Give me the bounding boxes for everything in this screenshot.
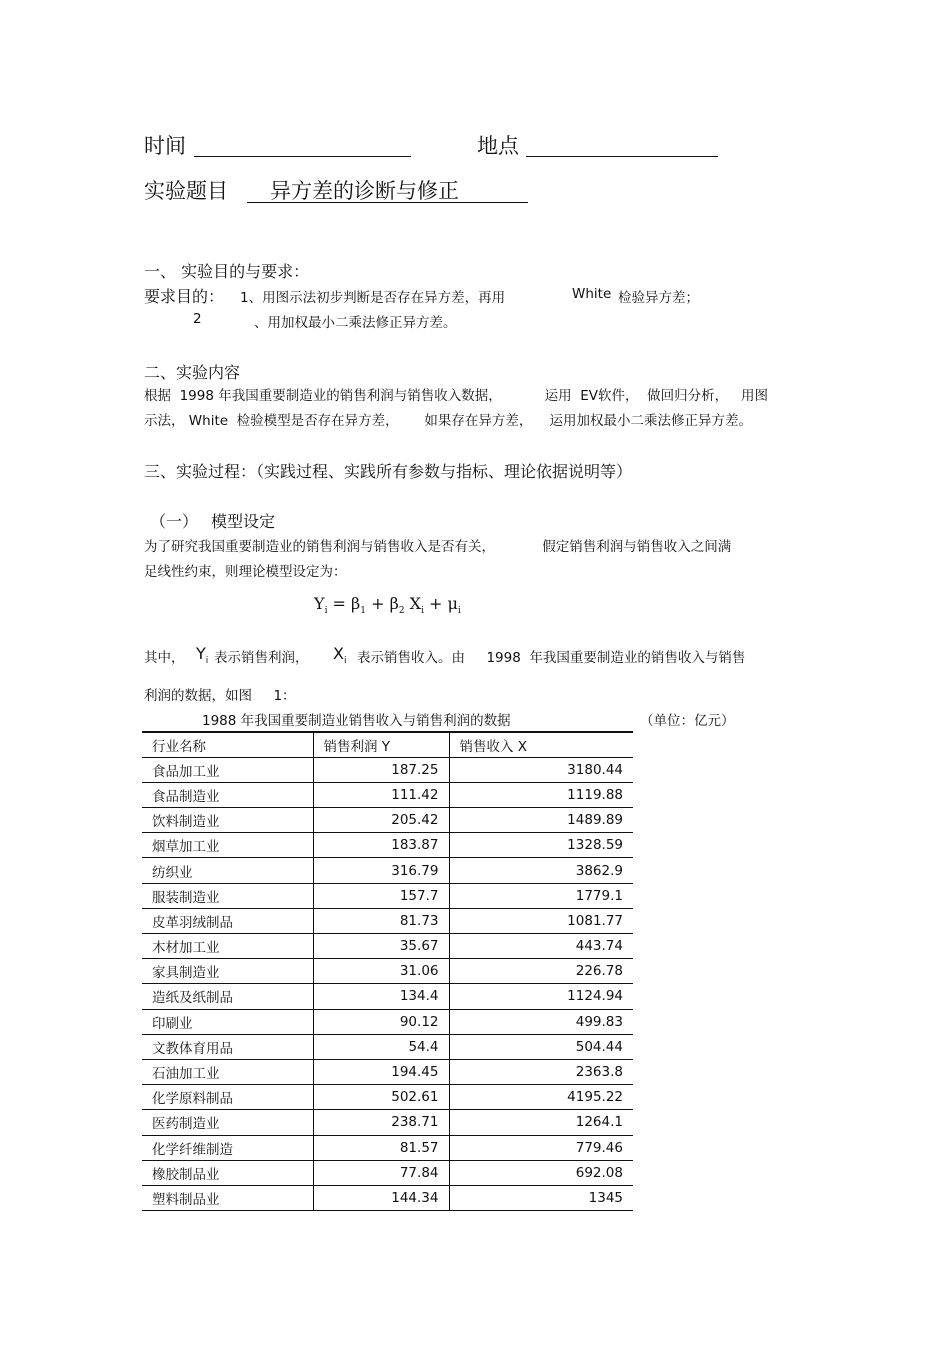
cell-industry: 石油加工业	[142, 1059, 313, 1084]
topic-underline	[247, 202, 528, 203]
requirement-item-2-number: 2	[193, 311, 202, 327]
table-row	[142, 1160, 633, 1185]
cell-revenue: 4195.22	[449, 1085, 633, 1110]
table-row	[142, 833, 633, 858]
requirement-item-1-white: White	[572, 286, 612, 302]
table-row	[142, 1034, 633, 1059]
section1-heading: 一、 实验目的与要求：	[144, 262, 310, 281]
section3-heading: 三、实验过程：（实践过程、实践所有参数与指标、理论依据说明等）	[144, 462, 633, 481]
cell-profit: 183.87	[313, 833, 449, 858]
cell-profit: 31.06	[313, 959, 449, 984]
table-row	[142, 959, 633, 984]
cell-profit: 35.67	[313, 934, 449, 959]
cell-profit: 205.42	[313, 808, 449, 833]
cell-revenue: 443.74	[449, 934, 633, 959]
table-row	[142, 1085, 633, 1110]
cell-profit: 238.71	[313, 1110, 449, 1135]
cell-industry: 印刷业	[142, 1009, 313, 1034]
cell-profit: 194.45	[313, 1059, 449, 1084]
table-row	[142, 782, 633, 807]
table-row	[142, 1059, 633, 1084]
cell-revenue: 1119.88	[449, 782, 633, 807]
cell-revenue: 779.46	[449, 1135, 633, 1160]
where-start: 其中，	[144, 650, 185, 666]
time-label: 时间	[144, 134, 186, 158]
cell-profit: 134.4	[313, 984, 449, 1009]
cell-revenue: 1124.94	[449, 984, 633, 1009]
cell-revenue: 3862.9	[449, 858, 633, 883]
table-row	[142, 883, 633, 908]
column-header-industry: 行业名称	[142, 732, 313, 757]
cell-profit: 81.57	[313, 1135, 449, 1160]
cell-profit: 81.73	[313, 908, 449, 933]
cell-revenue: 499.83	[449, 1009, 633, 1034]
cell-industry: 食品加工业	[142, 757, 313, 782]
cell-industry: 服装制造业	[142, 883, 313, 908]
cell-revenue: 504.44	[449, 1034, 633, 1059]
cell-industry: 化学纤维制造	[142, 1135, 313, 1160]
cell-profit: 187.25	[313, 757, 449, 782]
where-x-desc: 表示销售收入。由 1998 年我国重要制造业的销售收入与销售	[357, 650, 746, 666]
table-unit: （单位：亿元）	[640, 713, 735, 729]
table-row	[142, 984, 633, 1009]
cell-profit: 144.34	[313, 1185, 449, 1210]
cell-profit: 502.61	[313, 1085, 449, 1110]
cell-industry: 医药制造业	[142, 1110, 313, 1135]
regression-formula: $Y_i = \beta_1 + \beta_2$ $X_i + \mu_i$	[314, 594, 461, 617]
cell-profit: 54.4	[313, 1034, 449, 1059]
cell-revenue: 1345	[449, 1185, 633, 1210]
model-paragraph-line-1: 为了研究我国重要制造业的销售利润与销售收入是否有关， 假定销售利润与销售收入之间满	[144, 539, 732, 555]
time-blank-line	[194, 156, 411, 157]
cell-industry: 皮革羽绒制品	[142, 908, 313, 933]
cell-industry: 饮料制造业	[142, 808, 313, 833]
place-label: 地点	[477, 134, 519, 158]
cell-industry: 橡胶制品业	[142, 1160, 313, 1185]
topic-label: 实验题目	[144, 179, 228, 203]
cell-industry: 食品制造业	[142, 782, 313, 807]
place-blank-line	[526, 156, 718, 157]
cell-industry: 纺织业	[142, 858, 313, 883]
cell-revenue: 1779.1	[449, 883, 633, 908]
table-row	[142, 1185, 633, 1210]
cell-profit: 90.12	[313, 1009, 449, 1034]
cell-industry: 造纸及纸制品	[142, 984, 313, 1009]
where-y-symbol: $Y_i$	[196, 644, 209, 667]
table-row	[142, 1135, 633, 1160]
cell-revenue: 1328.59	[449, 833, 633, 858]
cell-revenue: 3180.44	[449, 757, 633, 782]
cell-revenue: 226.78	[449, 959, 633, 984]
figure-reference: 利润的数据，如图 1：	[144, 688, 296, 704]
cell-industry: 家具制造业	[142, 959, 313, 984]
data-table	[142, 731, 633, 1211]
cell-revenue: 1489.89	[449, 808, 633, 833]
section2-line-2: 示法， White 检验模型是否存在异方差， 如果存在异方差， 运用加权最小二乘法修正异方差。	[144, 413, 753, 429]
cell-industry: 文教体育用品	[142, 1034, 313, 1059]
table-row	[142, 1110, 633, 1135]
cell-profit: 157.7	[313, 883, 449, 908]
table-row	[142, 934, 633, 959]
column-header-revenue: 销售收入 X	[449, 732, 633, 757]
section2-heading: 二、实验内容	[144, 363, 241, 382]
subsection-number: （一）	[150, 512, 199, 531]
table-row	[142, 808, 633, 833]
cell-revenue: 2363.8	[449, 1059, 633, 1084]
cell-revenue: 692.08	[449, 1160, 633, 1185]
requirement-item-1-rest: 检验异方差；	[618, 290, 699, 306]
requirement-label: 要求目的：	[144, 287, 225, 306]
topic-value: 异方差的诊断与修正	[270, 179, 459, 203]
cell-industry: 烟草加工业	[142, 833, 313, 858]
cell-revenue: 1081.77	[449, 908, 633, 933]
model-paragraph-line-2: 足线性约束，则理论模型设定为：	[144, 564, 347, 580]
section2-line-1: 根据 1998 年我国重要制造业的销售利润与销售收入数据， 运用 EV软件， 做回归分析， 用图	[144, 388, 768, 404]
cell-profit: 316.79	[313, 858, 449, 883]
cell-revenue: 1264.1	[449, 1110, 633, 1135]
requirement-item-2: 、用加权最小二乘法修正异方差。	[254, 315, 457, 331]
requirement-item-1: 1、用图示法初步判断是否存在异方差，再用	[240, 290, 506, 306]
cell-industry: 塑料制品业	[142, 1185, 313, 1210]
cell-profit: 77.84	[313, 1160, 449, 1185]
cell-profit: 111.42	[313, 782, 449, 807]
column-header-profit: 销售利润 Y	[313, 732, 449, 757]
where-x-symbol: $X_i$	[333, 644, 347, 667]
table-row	[142, 908, 633, 933]
subsection-title: 模型设定	[211, 512, 276, 531]
where-y-desc: 表示销售利润，	[214, 650, 309, 666]
cell-industry: 木材加工业	[142, 934, 313, 959]
table-header-row	[142, 732, 633, 757]
table-row	[142, 1009, 633, 1034]
table-row	[142, 858, 633, 883]
table-row	[142, 757, 633, 782]
table-caption: 1988 年我国重要制造业销售收入与销售利润的数据	[202, 713, 511, 729]
cell-industry: 化学原料制品	[142, 1085, 313, 1110]
